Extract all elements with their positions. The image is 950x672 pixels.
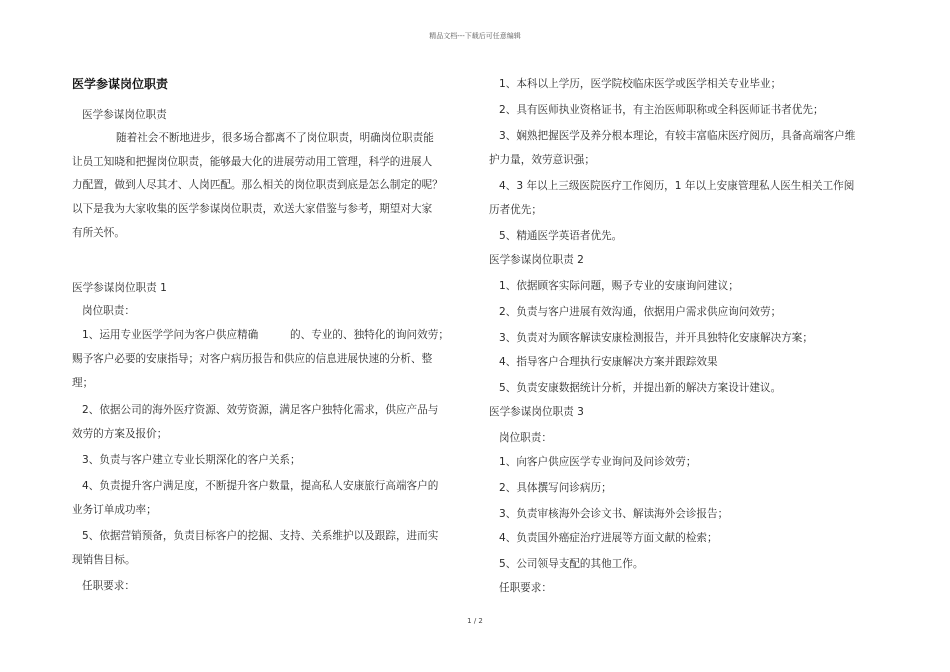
list-item: 4、3 年以上三级医院医疗工作阅历，1 年以上安康管理私人医生相关工作阅	[499, 180, 855, 192]
list-item: 1、向客户供应医学专业询问及问诊效劳；	[499, 456, 697, 468]
subheading: 岗位职责：	[499, 432, 552, 444]
list-item: 现销售目标。	[72, 554, 136, 566]
subtitle: 医学参谋岗位职责	[82, 109, 167, 121]
intro-line: 有所关怀。	[72, 227, 125, 239]
list-item: 5、依据营销预备，负责目标客户的挖掘、支持、关系维护以及跟踪，进而实	[82, 530, 439, 542]
list-item: 5、负责安康数据统计分析，并提出新的解决方案设计建议。	[499, 382, 782, 394]
intro-line: 以下是我为大家收集的医学参谋岗位职责，欢送大家借鉴与参考，期望对大家	[72, 203, 433, 215]
list-item: 3、负责审核海外会诊文书、解读海外会诊报告；	[499, 508, 729, 520]
list-item: 2、具体撰写问诊病历；	[499, 482, 612, 494]
list-item: 1、依据顾客实际问题，赐予专业的安康询问建议；	[499, 280, 739, 292]
list-item: 4、指导客户合理执行安康解决方案并跟踪效果	[499, 356, 718, 368]
subheading: 任职要求：	[499, 582, 552, 594]
subheading: 岗位职责：	[82, 305, 135, 317]
list-item: 2、负责与客户进展有效沟通，依据用户需求供应询问效劳；	[499, 306, 782, 318]
intro-line: 让员工知晓和把握岗位职责，能够最大化的进展劳动用工管理，科学的进展人	[72, 156, 433, 168]
page-number: 1 / 2	[467, 617, 483, 625]
intro-line: 力配置，做到人尽其才、人岗匹配。那么相关的岗位职责到底是怎么制定的呢？	[72, 179, 443, 191]
intro-line: 随着社会不断地进步，很多场合都离不了岗位职责，明确岗位职责能	[116, 132, 434, 144]
list-item: 1、运用专业医学学问为客户供应精确 的、专业的、独特化的询问效劳；	[82, 329, 449, 341]
list-item: 5、精通医学英语者优先。	[499, 230, 623, 242]
list-item: 护力量，效劳意识强；	[489, 154, 595, 166]
section-heading: 医学参谋岗位职责 1	[72, 282, 167, 294]
list-item: 3、娴熟把握医学及养分根本理论，有较丰富临床医疗阅历，具备高端客户维	[499, 130, 856, 142]
section-heading: 医学参谋岗位职责 3	[489, 406, 584, 418]
subheading: 任职要求：	[82, 580, 135, 592]
list-item: 2、具有医师执业资格证书，有主治医师职称或全科医师证书者优先；	[499, 104, 824, 116]
list-item: 4、负责提升客户满足度，不断提升客户数量，提高私人安康旅行高端客户的	[82, 480, 439, 492]
list-item: 历者优先；	[489, 204, 542, 216]
list-item: 效劳的方案及报价；	[72, 428, 168, 440]
list-item: 赐予客户必要的安康指导；对客户病历报告和供应的信息进展快速的分析、整	[72, 353, 433, 365]
list-item: 1、本科以上学历，医学院校临床医学或医学相关专业毕业；	[499, 78, 782, 90]
list-item: 4、负责国外癌症治疗进展等方面文献的检索；	[499, 532, 718, 544]
section-heading: 医学参谋岗位职责 2	[489, 254, 584, 266]
list-item: 3、负责对为顾客解读安康检测报告，并开具独特化安康解决方案；	[499, 332, 813, 344]
list-item: 5、公司领导支配的其他工作。	[499, 558, 644, 570]
list-item: 3、负责与客户建立专业长期深化的客户关系；	[82, 454, 301, 466]
list-item: 2、依据公司的海外医疗资源、效劳资源，满足客户独特化需求，供应产品与	[82, 404, 439, 416]
list-item: 业务订单成功率；	[72, 504, 157, 516]
page-header: 精品文档---下载后可任意编辑	[429, 32, 521, 40]
document-title: 医学参谋岗位职责	[72, 77, 169, 91]
list-item: 理；	[72, 377, 94, 389]
